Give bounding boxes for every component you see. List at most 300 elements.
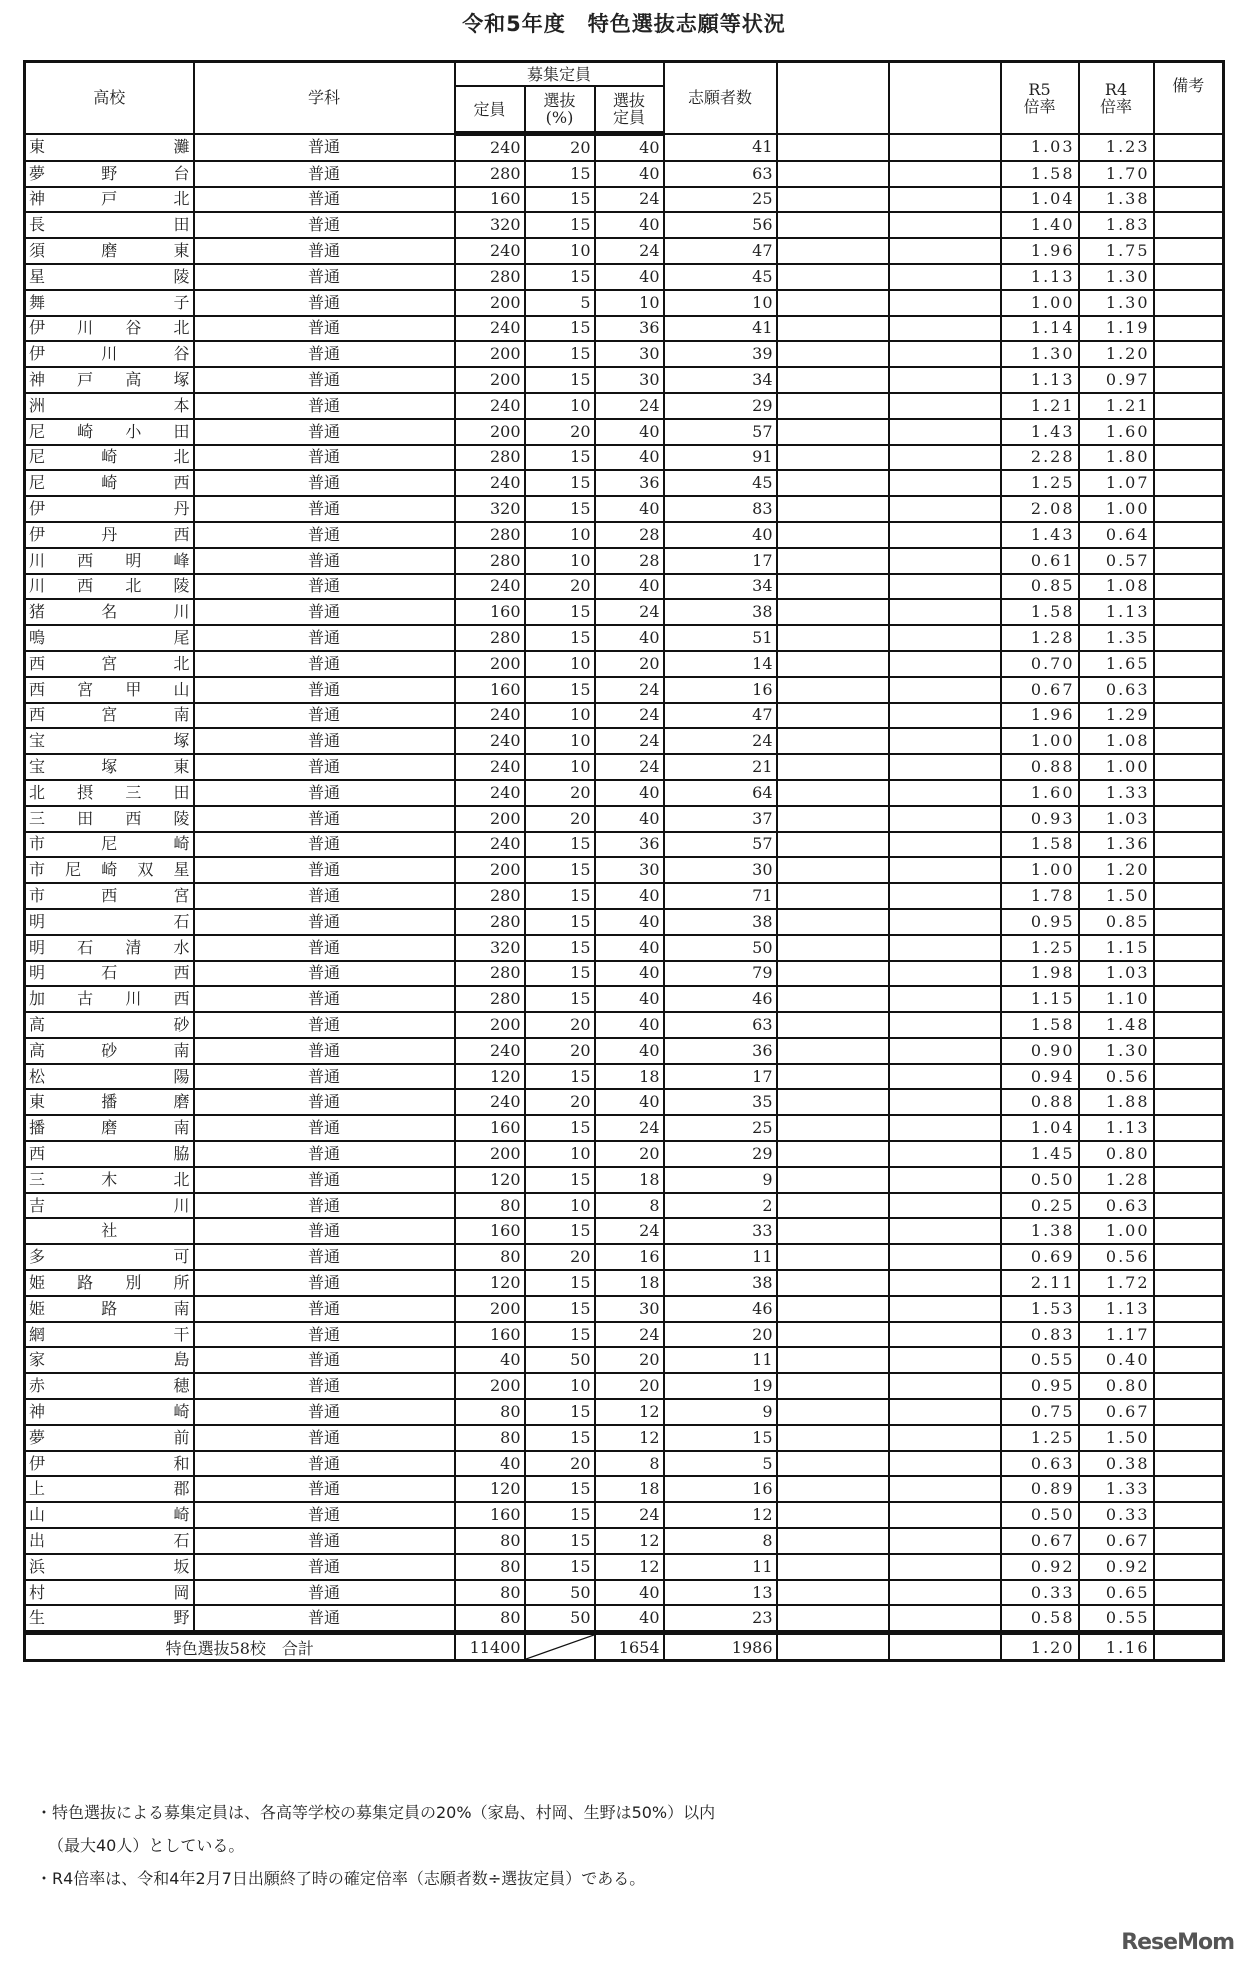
table-row	[25, 1038, 1224, 1064]
table-row	[25, 548, 1224, 574]
blank-2	[889, 316, 1001, 342]
applicants: 9	[664, 1399, 777, 1425]
select-pct: 10	[525, 1373, 595, 1399]
r4-ratio: 0.63	[1079, 677, 1154, 703]
remarks	[1154, 677, 1224, 703]
remarks	[1154, 1425, 1224, 1451]
capacity: 320	[455, 212, 525, 238]
blank-1	[777, 806, 889, 832]
r4-ratio: 0.67	[1079, 1399, 1154, 1425]
blank-1	[777, 1167, 889, 1193]
applicants: 46	[664, 1296, 777, 1322]
select-capacity: 30	[595, 341, 664, 367]
course: 普通	[194, 1244, 455, 1270]
school-name: 夢野台	[25, 161, 194, 187]
select-capacity: 24	[595, 754, 664, 780]
course: 普通	[194, 470, 455, 496]
r5-ratio: 1.53	[1001, 1296, 1079, 1322]
r5-ratio: 1.43	[1001, 522, 1079, 548]
applicants: 41	[664, 316, 777, 342]
select-capacity: 40	[595, 212, 664, 238]
r5-ratio: 0.83	[1001, 1322, 1079, 1348]
course: 普通	[194, 754, 455, 780]
table-row	[25, 780, 1224, 806]
blank-1	[777, 1141, 889, 1167]
blank-2	[889, 1528, 1001, 1554]
header-capacity: 定員	[455, 86, 525, 134]
course: 普通	[194, 1554, 455, 1580]
school-name: 播磨南	[25, 1115, 194, 1141]
blank-1	[777, 1296, 889, 1322]
r5-ratio: 1.21	[1001, 393, 1079, 419]
blank-1	[777, 134, 889, 161]
blank-2	[889, 1322, 1001, 1348]
r5-ratio: 1.04	[1001, 187, 1079, 213]
applicants: 8	[664, 1528, 777, 1554]
course: 普通	[194, 1476, 455, 1502]
r4-ratio: 1.20	[1079, 857, 1154, 883]
capacity: 240	[455, 703, 525, 729]
blank-1	[777, 290, 889, 316]
school-name: 舞子	[25, 290, 194, 316]
blank-2	[889, 961, 1001, 987]
remarks	[1154, 1270, 1224, 1296]
select-capacity: 12	[595, 1399, 664, 1425]
applicants: 29	[664, 393, 777, 419]
select-capacity: 24	[595, 1502, 664, 1528]
course: 普通	[194, 419, 455, 445]
header-r5-ratio: R5 倍率	[1001, 62, 1079, 134]
select-pct: 20	[525, 419, 595, 445]
blank-2	[889, 754, 1001, 780]
r4-ratio: 1.30	[1079, 290, 1154, 316]
r4-ratio: 1.65	[1079, 651, 1154, 677]
select-pct: 10	[525, 651, 595, 677]
blank-2	[889, 1580, 1001, 1606]
select-capacity: 20	[595, 651, 664, 677]
capacity: 200	[455, 651, 525, 677]
remarks	[1154, 1296, 1224, 1322]
blank-2	[889, 161, 1001, 187]
select-pct: 20	[525, 1038, 595, 1064]
select-pct: 15	[525, 1425, 595, 1451]
r5-ratio: 1.03	[1001, 134, 1079, 161]
r4-ratio: 1.50	[1079, 883, 1154, 909]
remarks	[1154, 574, 1224, 600]
remarks	[1154, 1502, 1224, 1528]
capacity: 200	[455, 419, 525, 445]
capacity: 200	[455, 1141, 525, 1167]
applicants: 25	[664, 1115, 777, 1141]
r5-ratio: 1.58	[1001, 1012, 1079, 1038]
remarks	[1154, 1399, 1224, 1425]
select-pct: 10	[525, 703, 595, 729]
capacity: 280	[455, 909, 525, 935]
blank-1	[777, 1244, 889, 1270]
blank-2	[889, 264, 1001, 290]
blank-1	[777, 341, 889, 367]
blank-2	[889, 522, 1001, 548]
school-name: 社	[25, 1218, 194, 1244]
select-capacity: 20	[595, 1141, 664, 1167]
blank-2	[889, 1064, 1001, 1090]
applicants: 11	[664, 1347, 777, 1373]
blank-2	[889, 212, 1001, 238]
r5-ratio: 1.25	[1001, 935, 1079, 961]
blank-2	[889, 1399, 1001, 1425]
table-row	[25, 290, 1224, 316]
table-row	[25, 1451, 1224, 1477]
course: 普通	[194, 909, 455, 935]
r4-ratio: 0.85	[1079, 909, 1154, 935]
header-blank-1	[777, 62, 889, 134]
r4-ratio: 0.63	[1079, 1193, 1154, 1219]
select-capacity: 40	[595, 1605, 664, 1632]
r4-ratio: 1.72	[1079, 1270, 1154, 1296]
school-name: 鳴尾	[25, 625, 194, 651]
blank-2	[889, 367, 1001, 393]
table-row	[25, 754, 1224, 780]
capacity: 200	[455, 290, 525, 316]
applicants: 5	[664, 1451, 777, 1477]
r5-ratio: 2.28	[1001, 445, 1079, 471]
capacity: 240	[455, 238, 525, 264]
select-pct: 20	[525, 806, 595, 832]
blank-1	[777, 832, 889, 858]
select-capacity: 40	[595, 496, 664, 522]
blank-1	[777, 651, 889, 677]
r5-ratio: 1.40	[1001, 212, 1079, 238]
capacity: 200	[455, 806, 525, 832]
select-pct: 15	[525, 1554, 595, 1580]
remarks	[1154, 238, 1224, 264]
school-name: 高砂	[25, 1012, 194, 1038]
r4-ratio: 1.19	[1079, 316, 1154, 342]
r4-ratio: 1.21	[1079, 393, 1154, 419]
blank-1	[777, 1502, 889, 1528]
blank-1	[777, 187, 889, 213]
select-pct: 20	[525, 574, 595, 600]
remarks	[1154, 961, 1224, 987]
r4-ratio: 1.00	[1079, 754, 1154, 780]
capacity: 160	[455, 599, 525, 625]
r4-ratio: 0.40	[1079, 1347, 1154, 1373]
blank-1	[777, 1038, 889, 1064]
blank-2	[889, 909, 1001, 935]
blank-1	[777, 522, 889, 548]
r4-ratio: 0.56	[1079, 1064, 1154, 1090]
capacity: 80	[455, 1193, 525, 1219]
blank-1	[777, 367, 889, 393]
applicants: 64	[664, 780, 777, 806]
school-name: 赤穂	[25, 1373, 194, 1399]
select-pct: 10	[525, 728, 595, 754]
table-row	[25, 496, 1224, 522]
r4-ratio: 1.08	[1079, 574, 1154, 600]
applicants: 38	[664, 599, 777, 625]
select-pct: 10	[525, 238, 595, 264]
select-pct: 15	[525, 445, 595, 471]
select-pct: 10	[525, 1141, 595, 1167]
capacity: 240	[455, 134, 525, 161]
blank-1	[777, 1089, 889, 1115]
blank-2	[889, 341, 1001, 367]
applicants: 13	[664, 1580, 777, 1606]
remarks	[1154, 1476, 1224, 1502]
r5-ratio: 0.50	[1001, 1502, 1079, 1528]
select-capacity: 18	[595, 1270, 664, 1296]
course: 普通	[194, 728, 455, 754]
select-capacity: 40	[595, 883, 664, 909]
r4-ratio: 0.65	[1079, 1580, 1154, 1606]
school-name: 明石	[25, 909, 194, 935]
header-select-capacity: 選抜 定員	[595, 86, 664, 134]
applicants: 40	[664, 522, 777, 548]
select-pct: 15	[525, 883, 595, 909]
select-capacity: 18	[595, 1064, 664, 1090]
blank-1	[777, 1476, 889, 1502]
school-name: 伊丹西	[25, 522, 194, 548]
r5-ratio: 0.89	[1001, 1476, 1079, 1502]
select-pct: 15	[525, 161, 595, 187]
blank-2	[889, 703, 1001, 729]
select-pct: 20	[525, 134, 595, 161]
school-name: 高砂南	[25, 1038, 194, 1064]
applicants: 83	[664, 496, 777, 522]
blank-1	[777, 986, 889, 1012]
blank-1	[777, 1554, 889, 1580]
select-capacity: 8	[595, 1193, 664, 1219]
remarks	[1154, 1605, 1224, 1632]
header-recruit-group: 募集定員	[455, 62, 664, 87]
remarks	[1154, 393, 1224, 419]
table-row	[25, 935, 1224, 961]
course: 普通	[194, 290, 455, 316]
blank-2	[889, 496, 1001, 522]
blank-1	[777, 161, 889, 187]
course: 普通	[194, 1296, 455, 1322]
capacity: 200	[455, 1373, 525, 1399]
blank-2	[889, 134, 1001, 161]
blank-2	[889, 1089, 1001, 1115]
select-pct: 15	[525, 1115, 595, 1141]
applicants: 23	[664, 1605, 777, 1632]
select-capacity: 40	[595, 574, 664, 600]
r4-ratio: 1.33	[1079, 1476, 1154, 1502]
r4-ratio: 0.33	[1079, 1502, 1154, 1528]
r5-ratio: 0.85	[1001, 574, 1079, 600]
select-capacity: 16	[595, 1244, 664, 1270]
blank-2	[889, 651, 1001, 677]
remarks	[1154, 134, 1224, 161]
table-row	[25, 341, 1224, 367]
remarks	[1154, 212, 1224, 238]
select-pct: 15	[525, 1064, 595, 1090]
r5-ratio: 0.95	[1001, 909, 1079, 935]
capacity: 280	[455, 161, 525, 187]
school-name: 浜坂	[25, 1554, 194, 1580]
table-row	[25, 419, 1224, 445]
course: 普通	[194, 1451, 455, 1477]
select-pct: 20	[525, 1012, 595, 1038]
course: 普通	[194, 1193, 455, 1219]
select-pct: 50	[525, 1605, 595, 1632]
capacity: 280	[455, 883, 525, 909]
r4-ratio: 1.36	[1079, 832, 1154, 858]
school-name: 多可	[25, 1244, 194, 1270]
r4-ratio: 1.13	[1079, 1115, 1154, 1141]
r5-ratio: 1.00	[1001, 728, 1079, 754]
select-capacity: 20	[595, 1373, 664, 1399]
course: 普通	[194, 522, 455, 548]
table-row	[25, 470, 1224, 496]
select-pct: 15	[525, 1218, 595, 1244]
r5-ratio: 1.14	[1001, 316, 1079, 342]
remarks	[1154, 909, 1224, 935]
r5-ratio: 1.13	[1001, 367, 1079, 393]
r5-ratio: 1.25	[1001, 1425, 1079, 1451]
blank-2	[889, 419, 1001, 445]
remarks	[1154, 1218, 1224, 1244]
remarks	[1154, 806, 1224, 832]
blank-2	[889, 393, 1001, 419]
table-row	[25, 1296, 1224, 1322]
remarks	[1154, 1580, 1224, 1606]
course: 普通	[194, 264, 455, 290]
blank-1	[777, 677, 889, 703]
remarks	[1154, 548, 1224, 574]
remarks	[1154, 522, 1224, 548]
school-name: 姫路南	[25, 1296, 194, 1322]
applicants: 71	[664, 883, 777, 909]
select-pct: 15	[525, 367, 595, 393]
school-name: 猪名川	[25, 599, 194, 625]
select-pct: 15	[525, 986, 595, 1012]
r5-ratio: 0.69	[1001, 1244, 1079, 1270]
capacity: 80	[455, 1554, 525, 1580]
r4-ratio: 0.67	[1079, 1528, 1154, 1554]
applicants: 79	[664, 961, 777, 987]
applicants: 11	[664, 1244, 777, 1270]
r5-ratio: 1.28	[1001, 625, 1079, 651]
select-pct: 15	[525, 1322, 595, 1348]
course: 普通	[194, 832, 455, 858]
table-row	[25, 1554, 1224, 1580]
blank-1	[777, 1399, 889, 1425]
course: 普通	[194, 883, 455, 909]
select-capacity: 12	[595, 1528, 664, 1554]
table-row	[25, 806, 1224, 832]
r5-ratio: 1.43	[1001, 419, 1079, 445]
select-capacity: 40	[595, 909, 664, 935]
select-capacity: 30	[595, 857, 664, 883]
footnote-1-cont: （最大40人）としている。	[48, 1836, 245, 1855]
blank-2	[889, 1038, 1001, 1064]
school-name: 神戸高塚	[25, 367, 194, 393]
course: 普通	[194, 651, 455, 677]
select-pct: 20	[525, 780, 595, 806]
blank-2	[889, 187, 1001, 213]
select-pct: 10	[525, 522, 595, 548]
course: 普通	[194, 1038, 455, 1064]
blank-1	[777, 470, 889, 496]
capacity: 280	[455, 445, 525, 471]
course: 普通	[194, 1528, 455, 1554]
select-capacity: 28	[595, 548, 664, 574]
remarks	[1154, 754, 1224, 780]
select-capacity: 36	[595, 470, 664, 496]
table-row	[25, 986, 1224, 1012]
r4-ratio: 1.03	[1079, 961, 1154, 987]
select-pct: 15	[525, 1399, 595, 1425]
select-capacity: 18	[595, 1167, 664, 1193]
blank-2	[889, 625, 1001, 651]
header-r4-ratio: R4 倍率	[1079, 62, 1154, 134]
school-name: 家島	[25, 1347, 194, 1373]
remarks	[1154, 1322, 1224, 1348]
blank-1	[777, 728, 889, 754]
table-row	[25, 857, 1224, 883]
header-course: 学科	[194, 62, 455, 134]
select-capacity: 24	[595, 1115, 664, 1141]
footnote-2: ・R4倍率は、令和4年2月7日出願終了時の確定倍率（志願者数÷選抜定員）である。	[36, 1869, 646, 1888]
remarks	[1154, 161, 1224, 187]
footnotes	[36, 1796, 715, 1895]
applicants: 17	[664, 548, 777, 574]
school-name: 東播磨	[25, 1089, 194, 1115]
select-pct: 15	[525, 341, 595, 367]
blank-1	[777, 419, 889, 445]
school-name: 姫路別所	[25, 1270, 194, 1296]
blank-1	[777, 599, 889, 625]
remarks	[1154, 496, 1224, 522]
r4-ratio: 0.55	[1079, 1605, 1154, 1632]
school-name: 市尼崎	[25, 832, 194, 858]
select-capacity: 40	[595, 1089, 664, 1115]
select-pct: 10	[525, 1193, 595, 1219]
select-capacity: 36	[595, 832, 664, 858]
blank-2	[889, 1193, 1001, 1219]
table-row	[25, 1193, 1224, 1219]
capacity: 80	[455, 1244, 525, 1270]
select-pct: 15	[525, 496, 595, 522]
capacity: 160	[455, 1322, 525, 1348]
select-capacity: 24	[595, 187, 664, 213]
select-capacity: 20	[595, 1347, 664, 1373]
course: 普通	[194, 445, 455, 471]
blank-2	[889, 1476, 1001, 1502]
table-row	[25, 393, 1224, 419]
blank-1	[777, 1064, 889, 1090]
header-select-pct: 選抜 (%)	[525, 86, 595, 134]
table-row	[25, 728, 1224, 754]
total-r4-ratio: 1.16	[1079, 1633, 1154, 1661]
school-name: 三田西陵	[25, 806, 194, 832]
r5-ratio: 0.50	[1001, 1167, 1079, 1193]
r4-ratio: 1.50	[1079, 1425, 1154, 1451]
r5-ratio: 2.08	[1001, 496, 1079, 522]
applicants: 9	[664, 1167, 777, 1193]
course: 普通	[194, 341, 455, 367]
school-name: 長田	[25, 212, 194, 238]
applicants: 2	[664, 1193, 777, 1219]
table-row	[25, 1089, 1224, 1115]
select-pct: 15	[525, 677, 595, 703]
r4-ratio: 1.23	[1079, 134, 1154, 161]
blank-1	[777, 883, 889, 909]
blank-2	[889, 1012, 1001, 1038]
course: 普通	[194, 986, 455, 1012]
